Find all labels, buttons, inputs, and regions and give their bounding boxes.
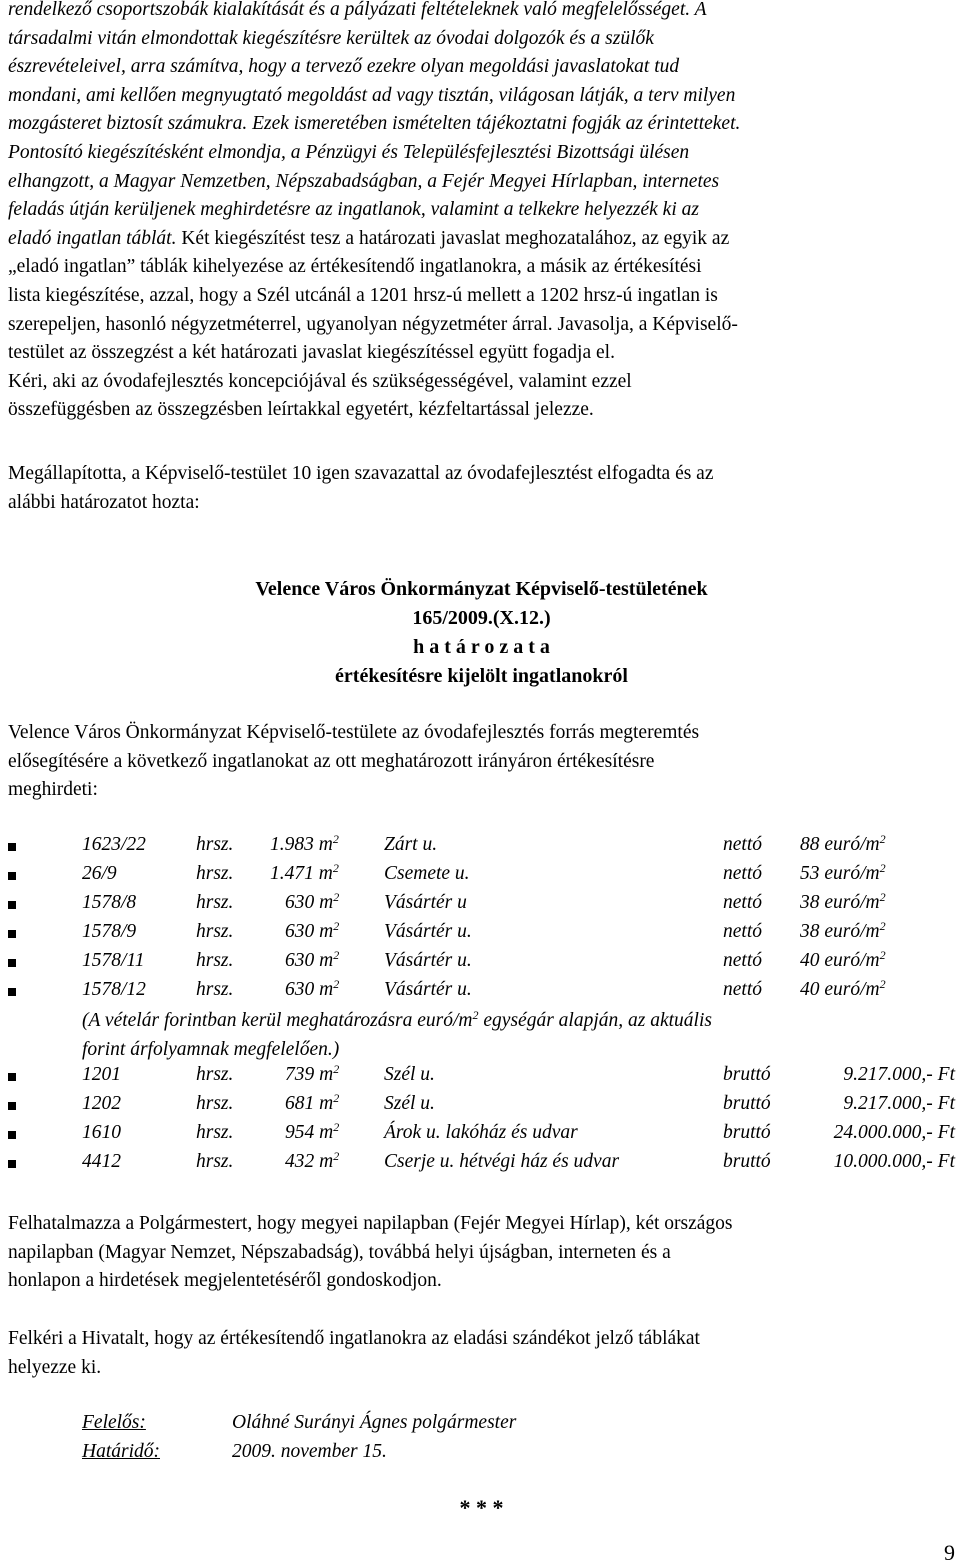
property-row bbox=[8, 950, 955, 979]
responsible-label: Felelős: bbox=[82, 1412, 146, 1433]
property-street: Vásártér u. bbox=[384, 950, 472, 971]
superscript: 2 bbox=[879, 890, 886, 904]
property-hrsz: 1623/22 bbox=[82, 834, 146, 855]
superscript: 2 bbox=[879, 861, 886, 875]
proposal-line: testület az összegzést a két határozati javaslat kiegészítéssel együtt fogadja el. bbox=[8, 342, 615, 364]
property-price bbox=[800, 834, 886, 856]
property-hrsz: 1202 bbox=[82, 1093, 121, 1114]
property-hrsz-label: hrsz. bbox=[196, 979, 234, 1000]
property-area: 630 $m^2$ bbox=[285, 919, 340, 942]
property-hrsz-label: hrsz. bbox=[196, 1093, 234, 1114]
superscript: 2 bbox=[332, 832, 339, 846]
property-hrsz: 26/9 bbox=[82, 863, 117, 884]
property-price-kind: bruttó bbox=[723, 1064, 771, 1085]
bullet-icon bbox=[8, 959, 16, 967]
superscript: 2 bbox=[332, 861, 339, 875]
intro-line: mozgásteret biztosít számukra. Ezek ismeretében ismételten tájékoztatni fogják az érintetteket. bbox=[8, 113, 741, 135]
property-price-value: 40 euró/m bbox=[800, 979, 880, 1000]
vote-line: Megállapította, a Képviselő-testület 10 igen szavazattal az óvodafejlesztést elfogadta és az bbox=[8, 463, 714, 484]
superscript: 2 bbox=[333, 890, 340, 904]
property-street: Árok u. lakóház és udvar bbox=[384, 1122, 578, 1143]
property-price-kind: nettó bbox=[723, 979, 762, 1000]
property-area: 630 $m^2$ bbox=[285, 977, 340, 1000]
bullet-icon bbox=[8, 872, 16, 880]
superscript: 2 bbox=[879, 832, 886, 846]
property-hrsz: 1201 bbox=[82, 1064, 121, 1085]
property-price-kind: bruttó bbox=[723, 1093, 771, 1114]
property-area: 630 $m^2$ bbox=[285, 890, 340, 913]
property-hrsz-label: hrsz. bbox=[196, 892, 234, 913]
property-hrsz: 1610 bbox=[82, 1122, 121, 1143]
bullet-icon bbox=[8, 901, 16, 909]
authorization-line: Felhatalmazza a Polgármestert, hogy megyei napilapban (Fejér Megyei Hírlap), két országos bbox=[8, 1213, 733, 1234]
request-line: helyezze ki. bbox=[8, 1356, 102, 1378]
superscript: 2 bbox=[333, 1149, 340, 1163]
resolution-body-line: meghirdeti: bbox=[8, 779, 98, 801]
property-hrsz: 4412 bbox=[82, 1151, 121, 1172]
property-area: 681 $m^2$ bbox=[285, 1091, 340, 1114]
property-row bbox=[8, 1151, 955, 1180]
bullet-icon bbox=[8, 843, 16, 851]
property-price bbox=[843, 1064, 955, 1086]
property-price-value: 88 euró/m bbox=[800, 834, 880, 855]
bullet-icon bbox=[8, 1073, 16, 1081]
property-area: 432 $m^2$ bbox=[285, 1149, 340, 1172]
deadline-row bbox=[82, 1441, 387, 1463]
vote-line: alábbi határozatot hozta: bbox=[8, 491, 200, 513]
intro-line: társadalmi vitán elmondottak kiegészítésre kerültek az óvodai dolgozók és a szülők bbox=[8, 27, 654, 49]
property-hrsz-label: hrsz. bbox=[196, 921, 234, 942]
superscript: 2 bbox=[472, 1008, 479, 1022]
vote-paragraph bbox=[8, 460, 955, 517]
superscript: 2 bbox=[333, 977, 340, 991]
property-price-kind: nettó bbox=[723, 834, 762, 855]
property-row bbox=[8, 979, 955, 1008]
property-price-value: 9.217.000,- Ft bbox=[843, 1093, 955, 1114]
property-price-kind: nettó bbox=[723, 950, 762, 971]
intro-line: elhangzott, a Magyar Nemzetben, Népszabadságban, a Fejér Megyei Hírlapban, internetes bbox=[8, 170, 720, 192]
request-line: Felkéri a Hivatalt, hogy az értékesítendő ingatlanokra az eladási szándékot jelző táblákat bbox=[8, 1328, 700, 1349]
bullet-icon bbox=[8, 1160, 16, 1168]
property-price-value: 40 euró/m bbox=[800, 950, 880, 971]
property-street: Vásártér u. bbox=[384, 979, 472, 1000]
property-price-kind: nettó bbox=[723, 863, 762, 884]
deadline-value: 2009. november 15. bbox=[232, 1441, 387, 1462]
property-hrsz: 1578/11 bbox=[82, 950, 145, 971]
amendment-line: szerepeljen, hasonló négyzetméterrel, ugyanolyan négyzetméter árral. bbox=[8, 313, 553, 335]
resolution-number: 165/2009.(X.12.) bbox=[412, 607, 551, 629]
property-price-value: 10.000.000,- Ft bbox=[833, 1151, 955, 1172]
property-area: 954 $m^2$ bbox=[285, 1120, 340, 1143]
intro-line: Pontosító kiegészítésként elmondja, a Pénzügyi és Településfejlesztési Bizottsági ülésen bbox=[8, 141, 690, 163]
intro-line-mixed bbox=[8, 225, 955, 254]
property-area: 739 $m^2$ bbox=[285, 1062, 340, 1085]
intro-line: észrevételeivel, arra számítva, hogy a tervező ezekre olyan megoldási javaslatokat tud bbox=[8, 56, 680, 78]
property-hrsz: 1578/12 bbox=[82, 979, 146, 1000]
superscript: 2 bbox=[333, 1062, 340, 1076]
intro-line: rendelkező csoportszobák kialakítását és a pályázati feltételeknek való megfelelősséget. A bbox=[8, 0, 707, 20]
property-street: Cserje u. hétvégi ház és udvar bbox=[384, 1151, 620, 1172]
amendment-line: lista kiegészítése, azzal, hogy a Szél utcánál a 1201 hrsz-ú mellett a 1202 hrsz-ú ingatlan is bbox=[8, 284, 718, 306]
resolution-heading: h a t á r o z a t a bbox=[413, 636, 550, 658]
bullet-icon bbox=[8, 1131, 16, 1139]
property-price-kind: bruttó bbox=[723, 1151, 771, 1172]
exchange-note bbox=[82, 1006, 960, 1064]
intro-line: feladás útján kerüljenek meghirdetésre az ingatlanok, valamint a telkekre helyezzék ki az bbox=[8, 199, 699, 221]
property-price-kind: nettó bbox=[723, 892, 762, 913]
property-price bbox=[834, 1151, 955, 1173]
property-hrsz-label: hrsz. bbox=[196, 1064, 234, 1085]
property-price bbox=[800, 979, 886, 1001]
authorization-line: napilapban (Magyar Nemzet, Népszabadság), továbbá helyi újságban, interneten és a bbox=[8, 1241, 671, 1263]
property-row bbox=[8, 892, 955, 921]
amendment-line: „eladó ingatlan” táblák kihelyezése az értékesítendő ingatlanokra, a másik az értékesítési bbox=[8, 256, 702, 278]
intro-line: eladó ingatlan táblát. bbox=[8, 227, 177, 249]
resolution-body bbox=[8, 719, 955, 805]
deadline-label: Határidő: bbox=[82, 1441, 160, 1462]
superscript: 2 bbox=[879, 948, 886, 962]
resolution-subject: értékesítésre kijelölt ingatlanokról bbox=[335, 665, 628, 687]
property-price-value: 38 euró/m bbox=[800, 921, 880, 942]
intro-paragraph bbox=[8, 0, 955, 425]
property-hrsz: 1578/9 bbox=[82, 921, 137, 942]
resolution-body-line: Velence Város Önkormányzat Képviselő-testülete az óvodafejlesztés forrás megteremtés bbox=[8, 722, 700, 743]
property-street: Zárt u. bbox=[384, 834, 438, 855]
amendment-line-mixed bbox=[8, 311, 955, 340]
responsible-row bbox=[82, 1412, 517, 1434]
property-area: 630 $m^2$ bbox=[285, 948, 340, 971]
property-price bbox=[843, 1093, 955, 1115]
property-price-value: 24.000.000,- Ft bbox=[833, 1122, 955, 1143]
exchange-note-line: forint árfolyamnak megfelelően.) bbox=[82, 1039, 340, 1060]
exchange-note-line: (A vételár forintban kerül meghatározásra euró/m bbox=[82, 1010, 473, 1031]
property-area: 1.983 $m^2$ bbox=[270, 832, 339, 855]
amendment-text: Két kiegészítést tesz a határozati javaslat meghozatalához, az egyik az bbox=[181, 227, 730, 249]
property-row bbox=[8, 921, 955, 950]
property-hrsz-label: hrsz. bbox=[196, 834, 234, 855]
superscript: 2 bbox=[879, 977, 886, 991]
property-price bbox=[800, 950, 886, 972]
request-paragraph bbox=[8, 1325, 955, 1382]
page-number: 9 bbox=[944, 1540, 955, 1565]
property-hrsz-label: hrsz. bbox=[196, 863, 234, 884]
property-street: Vásártér u. bbox=[384, 921, 472, 942]
superscript: 2 bbox=[333, 1120, 340, 1134]
property-hrsz-label: hrsz. bbox=[196, 1151, 234, 1172]
bullet-icon bbox=[8, 930, 16, 938]
property-hrsz-label: hrsz. bbox=[196, 950, 234, 971]
property-row bbox=[8, 1064, 955, 1093]
property-price-kind: bruttó bbox=[723, 1122, 771, 1143]
property-street: Szél u. bbox=[384, 1064, 435, 1085]
property-row bbox=[8, 1122, 955, 1151]
bullet-icon bbox=[8, 988, 16, 996]
separator: * * * bbox=[459, 1495, 504, 1520]
exchange-note-line: egységár alapján, az aktuális bbox=[478, 1010, 712, 1031]
proposal-text: Javasolja, a Képviselő- bbox=[557, 313, 738, 335]
superscript: 2 bbox=[333, 919, 340, 933]
superscript: 2 bbox=[333, 948, 340, 962]
superscript: 2 bbox=[333, 1091, 340, 1105]
property-hrsz: 1578/8 bbox=[82, 892, 137, 913]
property-row bbox=[8, 863, 955, 892]
property-price bbox=[800, 892, 886, 914]
property-street: Szél u. bbox=[384, 1093, 435, 1114]
resolution-title: Velence Város Önkormányzat Képviselő-testületének bbox=[255, 578, 708, 600]
request-vote-line: Kéri, aki az óvodafejlesztés koncepciójával és szükségességével, valamint ezzel bbox=[8, 370, 632, 392]
property-row bbox=[8, 834, 955, 863]
property-hrsz-label: hrsz. bbox=[196, 1122, 234, 1143]
request-vote-line: összefüggésben az összegzésben leírtakkal egyetért, kézfeltartással jelezze. bbox=[8, 399, 594, 421]
property-row bbox=[8, 1093, 955, 1122]
property-price bbox=[800, 863, 886, 885]
property-street: Csemete u. bbox=[384, 863, 470, 884]
property-price-value: 38 euró/m bbox=[800, 892, 880, 913]
superscript: 2 bbox=[879, 919, 886, 933]
property-price bbox=[834, 1122, 955, 1144]
responsible-value: Oláhné Surányi Ágnes polgármester bbox=[232, 1412, 517, 1433]
intro-line: mondani, ami kellően megnyugtató megoldást ad vagy tisztán, világosan látják, a terv milyen bbox=[8, 84, 736, 106]
property-area: 1.471 $m^2$ bbox=[270, 861, 339, 884]
authorization-paragraph bbox=[8, 1210, 955, 1296]
authorization-line: honlapon a hirdetések megjelentetéséről gondoskodjon. bbox=[8, 1270, 442, 1292]
resolution-body-line: elősegítésére a következő ingatlanokat az ott meghatározott irányáron értékesítésre bbox=[8, 750, 655, 772]
property-street: Vásártér u bbox=[384, 892, 467, 913]
property-price bbox=[800, 921, 886, 943]
property-price-kind: nettó bbox=[723, 921, 762, 942]
property-price-value: 9.217.000,- Ft bbox=[843, 1064, 955, 1085]
bullet-icon bbox=[8, 1102, 16, 1110]
property-price-value: 53 euró/m bbox=[800, 863, 880, 884]
